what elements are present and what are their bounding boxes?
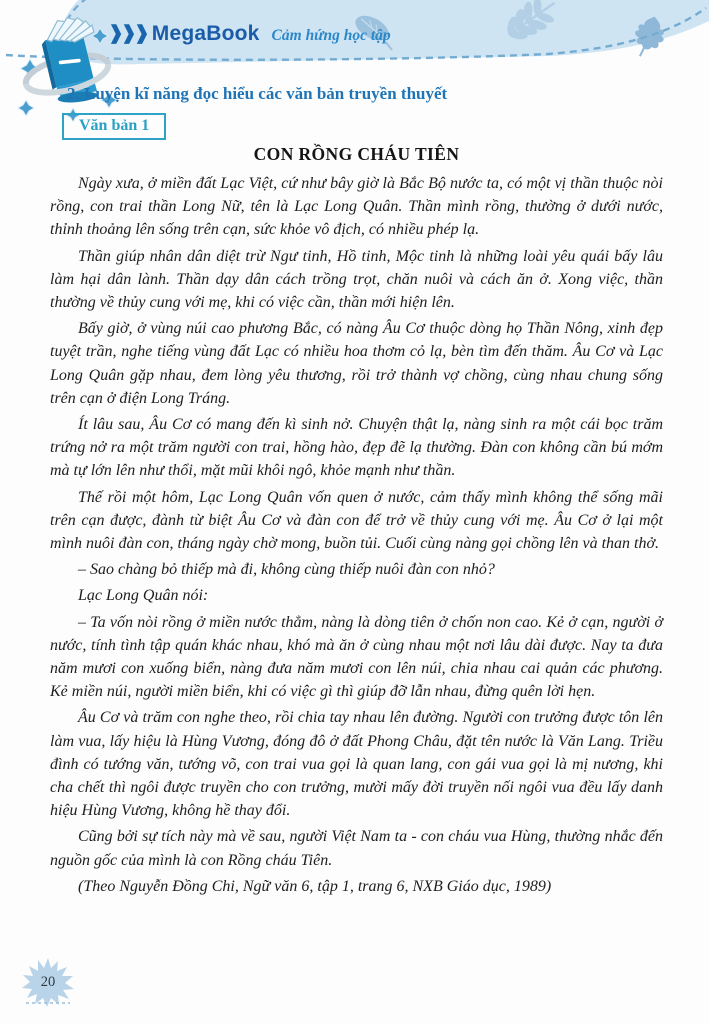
brand-tagline: Cảm hứng học tập xyxy=(271,27,391,44)
page-content xyxy=(50,84,663,901)
story-paragraph: Thế rồi một hôm, Lạc Long Quân vốn quen ở nước, cảm thấy mình không thể sống mãi trên cạn được, đành từ biệt Âu Cơ và đàn con để trở về thủy cung với mẹ. Âu Cơ ở lại một mình nuôi đàn con, tháng ngày chờ mong, buồn tủi. Cuối cùng nàng gọi chồng lên và than thở. xyxy=(50,488,663,553)
citation xyxy=(50,875,663,898)
story-title: CON RỒNG CHÁU TIÊN xyxy=(253,144,460,164)
story-paragraph: Âu Cơ và trăm con nghe theo, rồi chia tay nhau lên đường. Người con trưởng được tôn lên làm vua, lấy hiệu là Hùng Vương, đóng đô ở đất Phong Châu, đặt tên nước là Văn Lang. Triều đình có tướng văn, tướng võ, con trai vua gọi là quan lang, con gái vua gọi là mị nương, khi cha chết thì ngôi được truyền cho con trưởng, mười mấy đời truyền nối ngôi vua đều lấy danh hiệu Hùng Vương, không hề thay đổi. xyxy=(50,709,663,820)
story-paragraph: Ít lâu sau, Âu Cơ có mang đến kì sinh nở. Chuyện thật lạ, nàng sinh ra một cái bọc trăm trứng nở ra một trăm người con trai, hồng hào, đẹp đẽ lạ thường. Đàn con không cần bú mớm mà tự lớn lên như thổi, mặt mũi khôi ngô, khỏe mạnh như thần. xyxy=(50,416,663,480)
citation-author: Nguyễn Đồng Chi, xyxy=(119,877,243,895)
story-paragraph: – Ta vốn nòi rồng ở miền nước thẳm, nàng là dòng tiên ở chốn non cao. Kẻ ở cạn, người ở nước, tính tình tập quán khác nhau, khó mà ăn ở cùng nhau một nơi lâu dài được. Nay ta đưa năm mươi con xuống biển, nàng đưa năm mươi con lên núi, chia nhau cai quản các phương. Kẻ miền núi, người miền biển, khi có việc gì thì giúp đỡ lẫn nhau, đừng quên lời hẹn. xyxy=(50,613,663,701)
story-paragraph: Lạc Long Quân nói: xyxy=(78,587,209,605)
chevrons-icon: ❱❱❱ xyxy=(108,23,147,44)
brand-name: MegaBook xyxy=(151,22,260,45)
text-label-badge: Văn bản 1 xyxy=(62,113,166,140)
story-paragraph: – Sao chàng bỏ thiếp mà đi, không cùng thiếp nuôi đàn con nhỏ? xyxy=(78,561,495,579)
story-paragraph: Cũng bởi sự tích này mà về sau, người Việt Nam ta - con cháu vua Hùng, thường nhắc đến nguồn gốc của mình là con Rồng cháu Tiên. xyxy=(50,828,663,869)
section-heading: 2. Luyện kĩ năng đọc hiểu các văn bản truyền thuyết xyxy=(67,84,448,103)
citation-lead: (Theo xyxy=(78,877,120,895)
page-number-area xyxy=(20,956,76,1008)
citation-work: Ngữ văn 6, xyxy=(242,877,314,895)
brand-wordmark xyxy=(108,22,391,46)
citation-tail: tập 1, trang 6, NXB Giáo dục, 1989) xyxy=(313,877,552,895)
story-paragraph: Thần giúp nhân dân diệt trừ Ngư tinh, Hồ tinh, Mộc tinh là những loài yêu quái bấy lâu làm hại dân lành. Thần dạy dân cách trồng trọt, chăn nuôi và cách ăn ở. Xong việc, thần thường về thủy cung với mẹ, khi có việc cần, thần mới hiện lên. xyxy=(50,247,663,312)
story-body xyxy=(50,172,663,898)
story-paragraph: Ngày xưa, ở miền đất Lạc Việt, cứ như bây giờ là Bắc Bộ nước ta, có một vị thần thuộc nòi rồng, con trai thần Long Nữ, tên là Lạc Long Quân. Thần mình rồng, thường ở dưới nước, thỉnh thoảng lên sống trên cạn, sức khỏe vô địch, có nhiều phép lạ. xyxy=(50,175,663,239)
story-paragraph: Bấy giờ, ở vùng núi cao phương Bắc, có nàng Âu Cơ thuộc dòng họ Thần Nông, xinh đẹp tuyệt trần, nghe tiếng vùng đất Lạc có nhiều hoa thơm cỏ lạ, bèn tìm đến thăm. Âu Cơ và Lạc Long Quân gặp nhau, đem lòng yêu thương, rồi trở thành vợ chồng, cùng nhau chung sống trên cạn ở điện Long Tráng. xyxy=(50,320,663,407)
page-number: 20 xyxy=(40,973,56,990)
